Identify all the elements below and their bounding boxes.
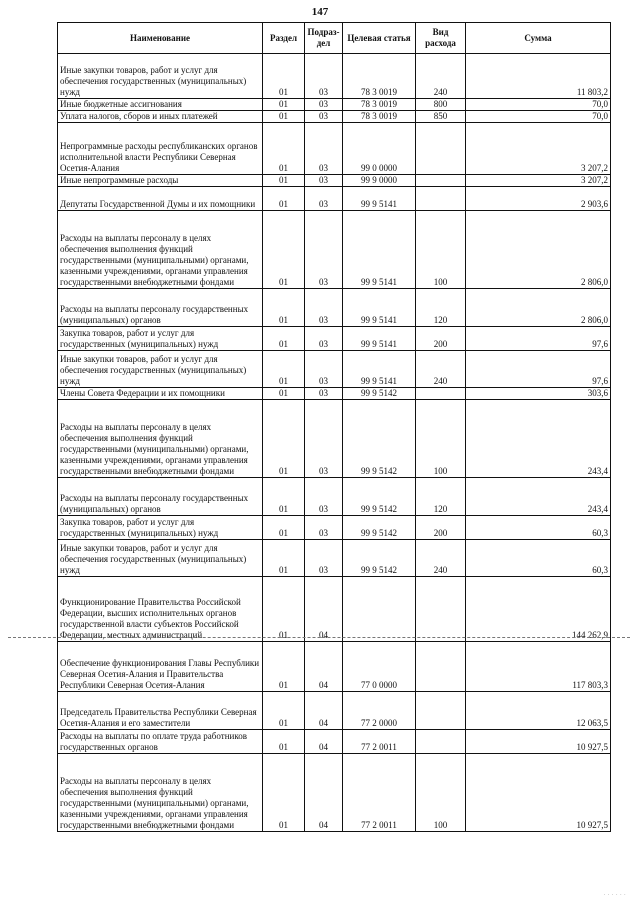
- row-sum: 70,0: [466, 99, 611, 111]
- row-type: [416, 577, 466, 642]
- row-section: 01: [263, 516, 305, 540]
- table-row: [58, 577, 611, 642]
- row-sum: 243,4: [466, 478, 611, 516]
- row-name: Расходы на выплаты персоналу в целях обеспечения выполнения функций государственными (муниципальными) органами, казенными учреждениями, органами управления государственными внебюджетными фондами: [58, 211, 263, 289]
- row-type: [416, 175, 466, 187]
- row-target: 99 9 5142: [343, 516, 416, 540]
- row-type: 120: [416, 478, 466, 516]
- row-type: 240: [416, 351, 466, 388]
- row-subsection: 04: [305, 754, 343, 832]
- row-subsection: 03: [305, 187, 343, 211]
- row-target: 77 2 0011: [343, 730, 416, 754]
- row-section: 01: [263, 388, 305, 400]
- row-type: 120: [416, 289, 466, 327]
- table-row: [58, 327, 611, 351]
- row-section: 01: [263, 54, 305, 99]
- row-sum: 303,6: [466, 388, 611, 400]
- row-target: 99 9 5141: [343, 211, 416, 289]
- row-name: Закупка товаров, работ и услуг для государственных (муниципальных) нужд: [58, 327, 263, 351]
- row-name: Уплата налогов, сборов и иных платежей: [58, 111, 263, 123]
- table-row: [58, 123, 611, 175]
- row-target: 78 3 0019: [343, 54, 416, 99]
- row-section: 01: [263, 754, 305, 832]
- table-row: [58, 642, 611, 692]
- row-target: 99 9 0000: [343, 175, 416, 187]
- row-type: 100: [416, 754, 466, 832]
- header-subsection: Подраз-дел: [305, 23, 343, 54]
- row-subsection: 03: [305, 111, 343, 123]
- row-section: 01: [263, 187, 305, 211]
- row-section: 01: [263, 400, 305, 478]
- row-sum: 70,0: [466, 111, 611, 123]
- table-row: [58, 692, 611, 730]
- row-name: Непрограммные расходы республиканских органов исполнительной власти Республики Северная Осетия-Алания: [58, 123, 263, 175]
- row-name: Иные закупки товаров, работ и услуг для обеспечения государственных (муниципальных) нужд: [58, 540, 263, 577]
- table-row: [58, 54, 611, 99]
- row-type: 100: [416, 211, 466, 289]
- row-sum: 60,3: [466, 516, 611, 540]
- row-name: Депутаты Государственной Думы и их помощники: [58, 187, 263, 211]
- row-subsection: 03: [305, 540, 343, 577]
- row-subsection: 03: [305, 351, 343, 388]
- row-target: 78 3 0019: [343, 99, 416, 111]
- row-target: 99 0 0000: [343, 123, 416, 175]
- row-target: [343, 577, 416, 642]
- row-name: Расходы на выплаты по оплате труда работников государственных органов: [58, 730, 263, 754]
- row-section: 01: [263, 642, 305, 692]
- row-target: 99 9 5141: [343, 351, 416, 388]
- row-target: 77 2 0000: [343, 692, 416, 730]
- scan-divider-line: [8, 637, 630, 638]
- row-target: 78 3 0019: [343, 111, 416, 123]
- row-sum: 2 806,0: [466, 289, 611, 327]
- row-subsection: 03: [305, 99, 343, 111]
- row-name: Иные закупки товаров, работ и услуг для обеспечения государственных (муниципальных) нужд: [58, 54, 263, 99]
- row-sum: 60,3: [466, 540, 611, 577]
- row-sum: 3 207,2: [466, 175, 611, 187]
- row-sum: 117 803,3: [466, 642, 611, 692]
- table-row: [58, 754, 611, 832]
- row-type: [416, 123, 466, 175]
- row-type: 200: [416, 327, 466, 351]
- row-type: [416, 692, 466, 730]
- row-target: 99 9 5141: [343, 187, 416, 211]
- row-type: 240: [416, 54, 466, 99]
- header-target: Целевая статья: [343, 23, 416, 54]
- row-section: 01: [263, 289, 305, 327]
- row-type: 240: [416, 540, 466, 577]
- row-target: 77 0 0000: [343, 642, 416, 692]
- table-row: [58, 351, 611, 388]
- row-section: 01: [263, 540, 305, 577]
- row-target: 99 9 5141: [343, 289, 416, 327]
- row-type: [416, 730, 466, 754]
- row-section: 01: [263, 577, 305, 642]
- row-target: 99 9 5141: [343, 327, 416, 351]
- row-section: 01: [263, 123, 305, 175]
- row-sum: 97,6: [466, 351, 611, 388]
- row-subsection: 03: [305, 211, 343, 289]
- table-row: [58, 400, 611, 478]
- row-subsection: 03: [305, 400, 343, 478]
- row-name: Иные закупки товаров, работ и услуг для обеспечения государственных (муниципальных) нужд: [58, 351, 263, 388]
- row-sum: 144 262,9: [466, 577, 611, 642]
- row-subsection: 04: [305, 692, 343, 730]
- row-name: Расходы на выплаты персоналу в целях обеспечения выполнения функций государственными (муниципальными) органами, казенными учреждениями, органами управления государственными внебюджетными фондами: [58, 754, 263, 832]
- row-subsection: 03: [305, 516, 343, 540]
- row-section: 01: [263, 351, 305, 388]
- row-subsection: 04: [305, 642, 343, 692]
- table-row: [58, 540, 611, 577]
- scan-mark: · · · · · ·: [603, 891, 626, 899]
- table-row: [58, 516, 611, 540]
- row-name: Закупка товаров, работ и услуг для государственных (муниципальных) нужд: [58, 516, 263, 540]
- table-row: [58, 187, 611, 211]
- row-sum: 10 927,5: [466, 754, 611, 832]
- table-row: [58, 478, 611, 516]
- table-row: [58, 730, 611, 754]
- row-target: 99 9 5142: [343, 400, 416, 478]
- row-name: Иные непрограммные расходы: [58, 175, 263, 187]
- row-section: 01: [263, 692, 305, 730]
- row-type: 800: [416, 99, 466, 111]
- row-sum: 2 903,6: [466, 187, 611, 211]
- table-row: [58, 175, 611, 187]
- row-name: Расходы на выплаты персоналу в целях обеспечения выполнения функций государственными (муниципальными) органами, казенными учреждениями, органами управления государственными внебюджетными фондами: [58, 400, 263, 478]
- row-section: 01: [263, 175, 305, 187]
- header-name: Наименование: [58, 23, 263, 54]
- row-subsection: 03: [305, 175, 343, 187]
- row-sum: 2 806,0: [466, 211, 611, 289]
- row-type: 200: [416, 516, 466, 540]
- row-subsection: 03: [305, 289, 343, 327]
- table-row: [58, 99, 611, 111]
- row-sum: 10 927,5: [466, 730, 611, 754]
- row-target: 77 2 0011: [343, 754, 416, 832]
- row-section: 01: [263, 478, 305, 516]
- header-section: Раздел: [263, 23, 305, 54]
- header-type: Вид расхода: [416, 23, 466, 54]
- row-sum: 12 063,5: [466, 692, 611, 730]
- row-subsection: 03: [305, 54, 343, 99]
- row-sum: 243,4: [466, 400, 611, 478]
- row-type: 100: [416, 400, 466, 478]
- row-subsection: 03: [305, 478, 343, 516]
- row-target: 99 9 5142: [343, 388, 416, 400]
- row-subsection: 03: [305, 327, 343, 351]
- table-row: [58, 388, 611, 400]
- row-subsection: 03: [305, 388, 343, 400]
- table-header: [58, 23, 611, 54]
- row-name: Функционирование Правительства Российской Федерации, высших исполнительных органов государственной власти субъектов Российской Федерации, местных администраций: [58, 577, 263, 642]
- row-name: Члены Совета Федерации и их помощники: [58, 388, 263, 400]
- row-sum: 3 207,2: [466, 123, 611, 175]
- row-section: 01: [263, 730, 305, 754]
- row-name: Председатель Правительства Республики Северная Осетия-Алания и его заместители: [58, 692, 263, 730]
- row-sum: 11 803,2: [466, 54, 611, 99]
- row-subsection: 03: [305, 123, 343, 175]
- row-section: 01: [263, 211, 305, 289]
- row-name: Расходы на выплаты персоналу государственных (муниципальных) органов: [58, 478, 263, 516]
- row-type: [416, 187, 466, 211]
- row-section: 01: [263, 327, 305, 351]
- row-subsection: 04: [305, 577, 343, 642]
- table-row: [58, 111, 611, 123]
- row-target: 99 9 5142: [343, 540, 416, 577]
- row-section: 01: [263, 111, 305, 123]
- row-target: 99 9 5142: [343, 478, 416, 516]
- row-section: 01: [263, 99, 305, 111]
- row-name: Иные бюджетные ассигнования: [58, 99, 263, 111]
- table-row: [58, 289, 611, 327]
- header-sum: Сумма: [466, 23, 611, 54]
- row-type: 850: [416, 111, 466, 123]
- budget-table: [57, 22, 611, 832]
- row-type: [416, 642, 466, 692]
- row-subsection: 04: [305, 730, 343, 754]
- table-body: [58, 54, 611, 832]
- table-row: [58, 211, 611, 289]
- row-sum: 97,6: [466, 327, 611, 351]
- page-number: 147: [311, 6, 329, 18]
- row-type: [416, 388, 466, 400]
- row-name: Расходы на выплаты персоналу государственных (муниципальных) органов: [58, 289, 263, 327]
- row-name: Обеспечение функционирования Главы Республики Северная Осетия-Алания и Правительства Республики Северная Осетия-Алания: [58, 642, 263, 692]
